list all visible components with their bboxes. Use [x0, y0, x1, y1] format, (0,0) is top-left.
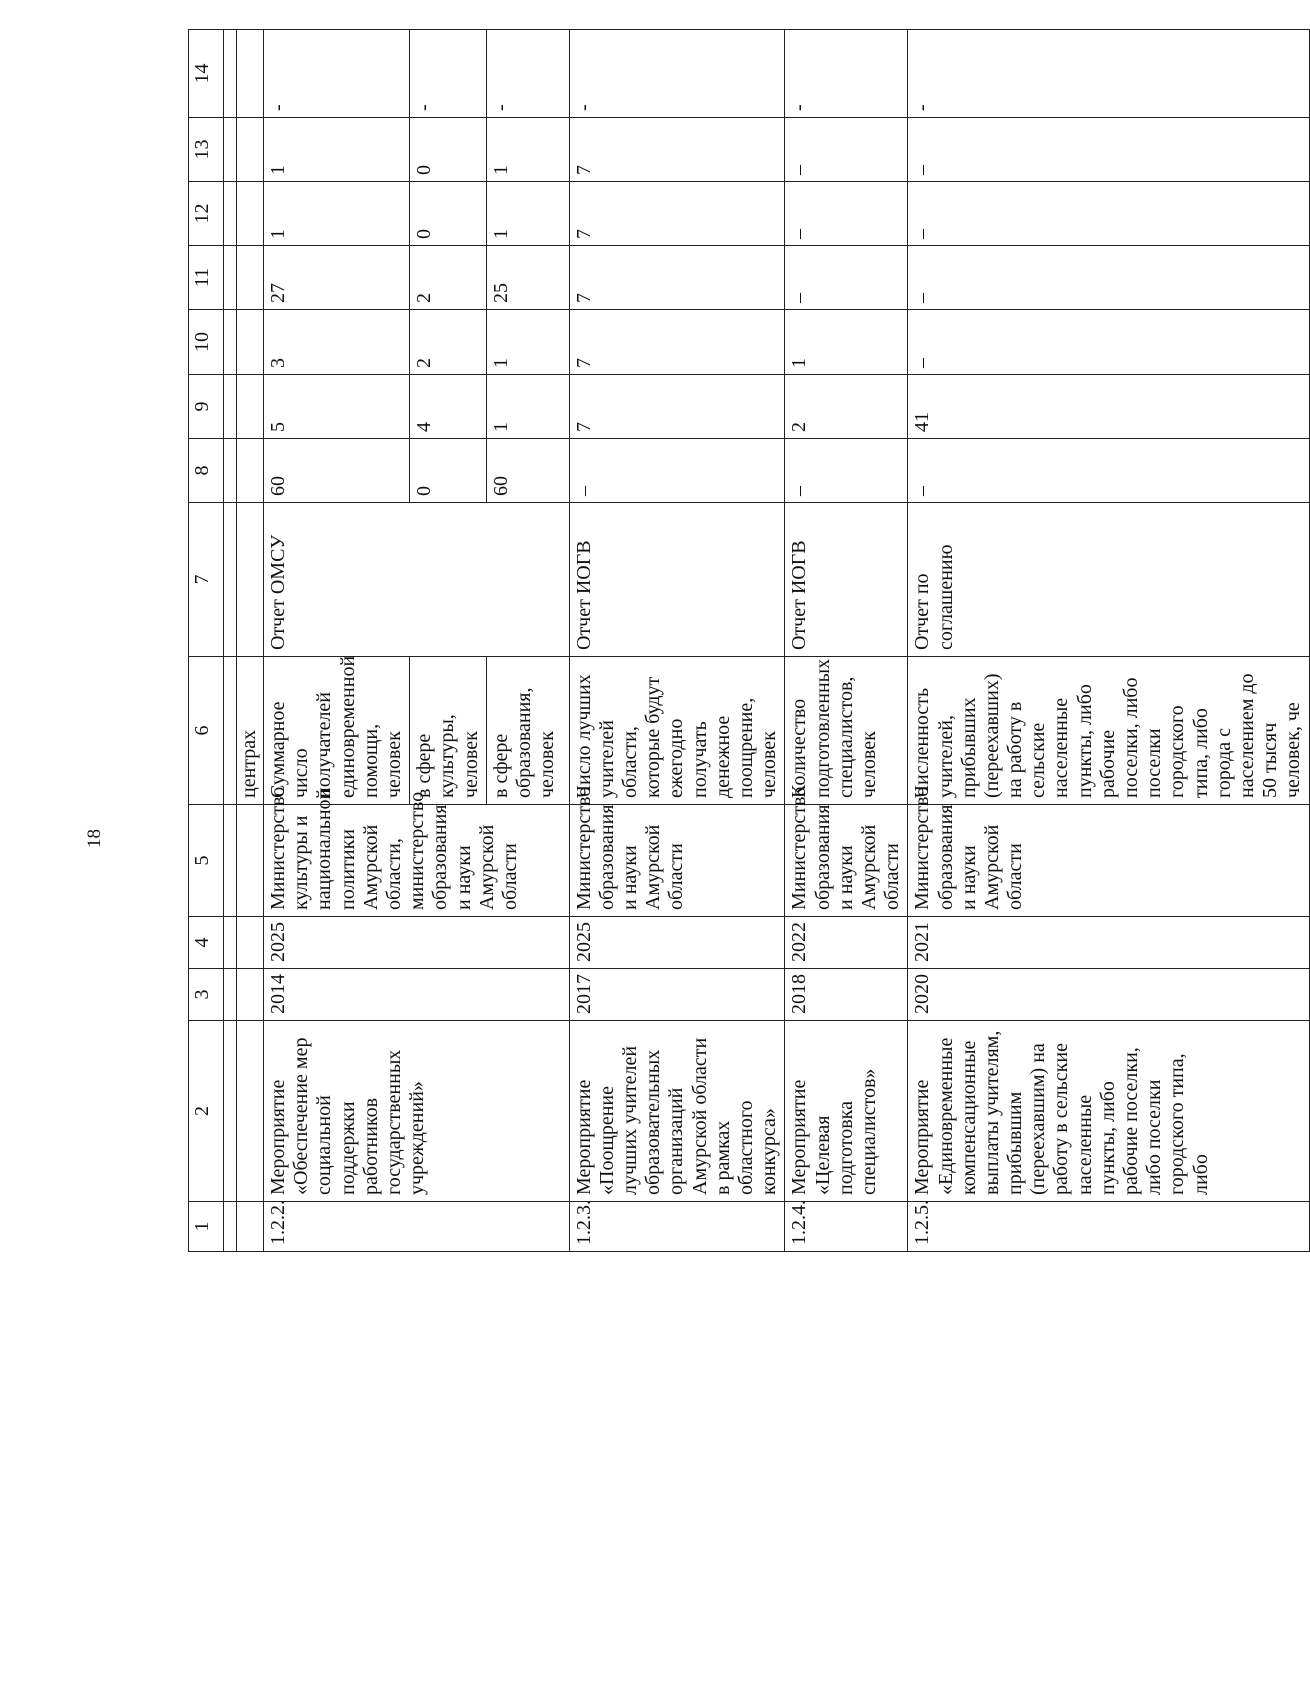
value-col11: 7 — [569, 246, 785, 310]
column-number: 10 — [189, 310, 224, 375]
value-col9: 4 — [410, 375, 487, 439]
table-row — [264, 30, 410, 1252]
value-col13: – — [785, 118, 908, 182]
value-col10: 7 — [569, 310, 785, 375]
value-col12: – — [908, 182, 1309, 246]
end-year: 2025 — [264, 917, 570, 969]
value-col9: 1 — [486, 375, 569, 439]
end-year: 2025 — [569, 917, 785, 969]
value-col9: 41 — [908, 375, 1309, 439]
row-number: 1.2.3. — [569, 1202, 785, 1252]
value-col11: 25 — [486, 246, 569, 310]
spacer-row — [224, 30, 237, 1252]
value-col13: 7 — [569, 118, 785, 182]
start-year: 2020 — [908, 969, 1309, 1021]
rotated-page-content — [188, 30, 1305, 1252]
indicator-name: Количество подготовленных специалистов, человек — [785, 657, 908, 805]
value-col12: 7 — [569, 182, 785, 246]
measure-name: Мероприятие «Единовременные компенсационные выплаты учителям, прибывшим (переехавшим) на работу в сельские населенные пункты, либо рабочие поселки, либо поселки городского типа, либо — [908, 1021, 1309, 1202]
value-col10: 1 — [785, 310, 908, 375]
data-source: Отчет ИОГВ — [569, 503, 785, 657]
row-number: 1.2.2. — [264, 1202, 570, 1252]
column-number: 11 — [189, 246, 224, 310]
value-col11: – — [785, 246, 908, 310]
value-col13: 0 — [410, 118, 487, 182]
value-col12: – — [785, 182, 908, 246]
column-number: 5 — [189, 805, 224, 917]
responsible: Министерство культуры и национальной политики Амурской области, министерство образования и науки Амурской области — [264, 805, 570, 917]
continued-text: центрах — [237, 657, 264, 805]
value-col11: 2 — [410, 246, 487, 310]
indicator-name: Суммарное число получателей единовременной помощи, человек — [264, 657, 410, 805]
value-col14: - — [785, 30, 908, 118]
value-col11: – — [908, 246, 1309, 310]
measure-name: Мероприятие «Обеспечение мер социальной поддержки работников государственных учреждений» — [264, 1021, 570, 1202]
measure-name: Мероприятие «Поощрение лучших учителей образовательных организаций Амурской области в рамках областного конкурса» — [569, 1021, 785, 1202]
indicator-name: в сфере культуры, человек — [410, 657, 487, 805]
value-col14: - — [264, 30, 410, 118]
page-number: 18 — [84, 829, 105, 848]
value-col10: 3 — [264, 310, 410, 375]
column-number: 13 — [189, 118, 224, 182]
table-row — [569, 30, 785, 1252]
value-col10: 1 — [486, 310, 569, 375]
column-number: 2 — [189, 1021, 224, 1202]
value-col9: 5 — [264, 375, 410, 439]
value-col9: 7 — [569, 375, 785, 439]
value-col8: – — [569, 439, 785, 503]
row-number: 1.2.4. — [785, 1202, 908, 1252]
measure-name: Мероприятие «Целевая подготовка специалистов» — [785, 1021, 908, 1202]
start-year: 2017 — [569, 969, 785, 1021]
table-row — [785, 30, 908, 1252]
value-col13: 1 — [486, 118, 569, 182]
continuation-row — [237, 30, 264, 1252]
column-number: 4 — [189, 917, 224, 969]
start-year: 2014 — [264, 969, 570, 1021]
value-col14: - — [569, 30, 785, 118]
value-col11: 27 — [264, 246, 410, 310]
responsible: Министерство образования и науки Амурской области — [569, 805, 785, 917]
value-col8: 60 — [264, 439, 410, 503]
value-col12: 1 — [486, 182, 569, 246]
responsible: Министерство образования и науки Амурской области — [785, 805, 908, 917]
column-number: 12 — [189, 182, 224, 246]
value-col9: 2 — [785, 375, 908, 439]
value-col12: 1 — [264, 182, 410, 246]
row-number: 1.2.5. — [908, 1202, 1309, 1252]
indicator-name: в сфере образования, человек — [486, 657, 569, 805]
column-number: 14 — [189, 30, 224, 118]
value-col14: - — [908, 30, 1309, 118]
column-number-row — [189, 30, 224, 1252]
data-source: Отчет ИОГВ — [785, 503, 908, 657]
responsible: Министерство образования и науки Амурской области — [908, 805, 1309, 917]
data-source: Отчет ОМСУ — [264, 503, 570, 657]
column-number: 1 — [189, 1202, 224, 1252]
data-source: Отчет по соглашению — [908, 503, 1309, 657]
end-year: 2022 — [785, 917, 908, 969]
column-number: 9 — [189, 375, 224, 439]
value-col12: 0 — [410, 182, 487, 246]
value-col10: – — [908, 310, 1309, 375]
value-col8: 0 — [410, 439, 487, 503]
value-col14: - — [486, 30, 569, 118]
value-col8: – — [908, 439, 1309, 503]
indicator-name: Число лучших учителей области, которые будут ежегодно получать денежное поощрение, человек — [569, 657, 785, 805]
value-col14: - — [410, 30, 487, 118]
indicator-name: Численность учителей, прибывших (переехавших) на работу в сельские населенные пункты, либо рабочие поселки, либо поселки городского типа, либо города с населением до 50 тысяч человек, че — [908, 657, 1309, 805]
value-col10: 2 — [410, 310, 487, 375]
start-year: 2018 — [785, 969, 908, 1021]
program-measures-table — [188, 29, 1310, 1252]
column-number: 3 — [189, 969, 224, 1021]
column-number: 8 — [189, 439, 224, 503]
value-col8: – — [785, 439, 908, 503]
value-col13: – — [908, 118, 1309, 182]
end-year: 2021 — [908, 917, 1309, 969]
column-number: 6 — [189, 657, 224, 805]
column-number: 7 — [189, 503, 224, 657]
value-col8: 60 — [486, 439, 569, 503]
table-row — [908, 30, 1309, 1252]
value-col13: 1 — [264, 118, 410, 182]
